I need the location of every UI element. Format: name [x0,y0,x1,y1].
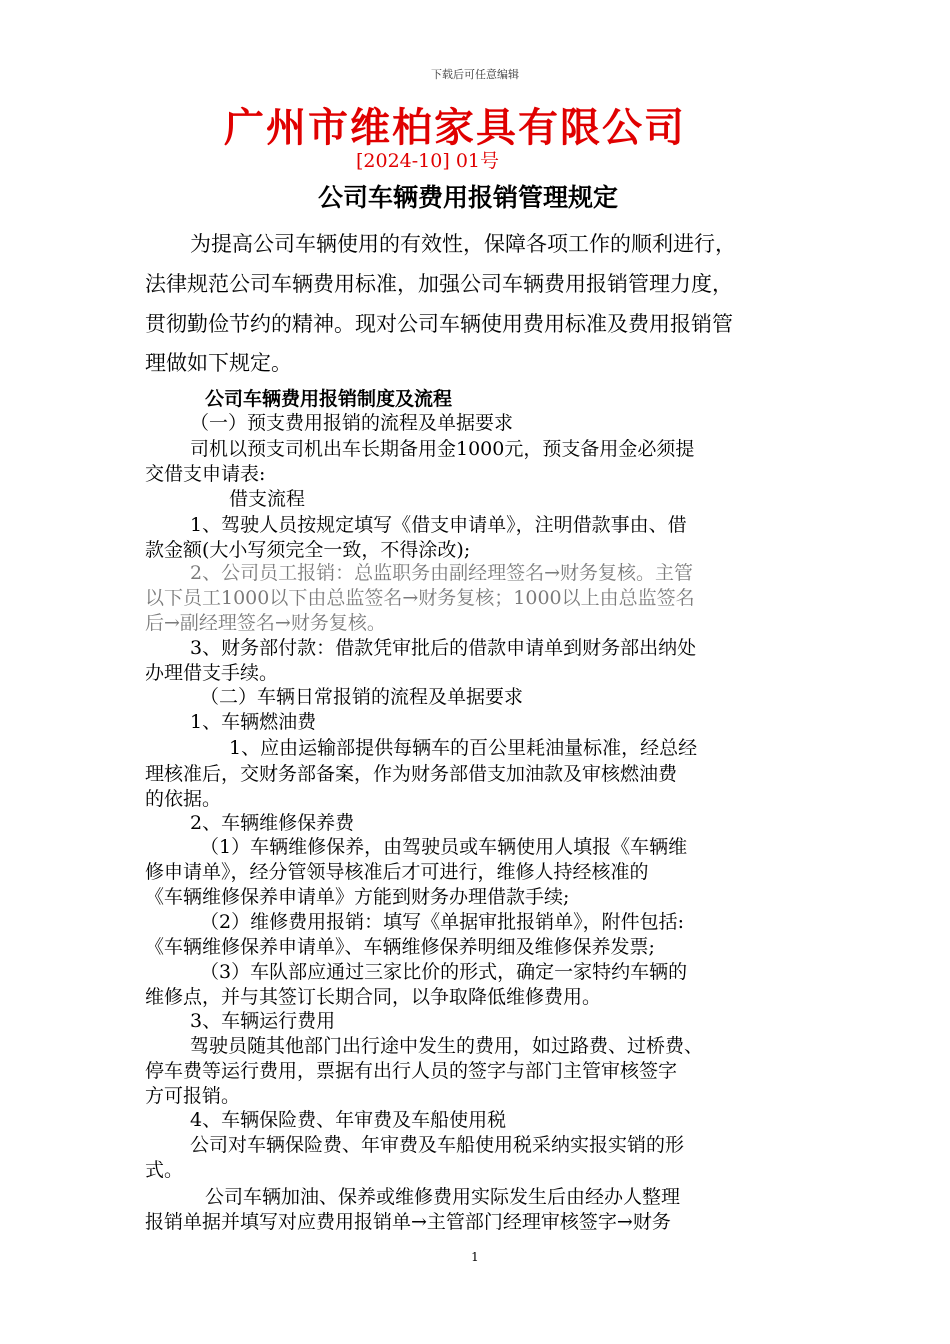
body-line: 公司对车辆保险费、年审费及车船使用税采纳实报实销的形 [190,1134,685,1156]
body-line: 交借支申请表: [145,463,266,485]
page-number: 1 [471,1250,479,1264]
body-line: 办理借支手续。 [145,662,279,684]
body-line: （1）车辆维修保养，由驾驶员或车辆使用人填报《车辆维 [200,836,688,858]
body-line: 停车费等运行费用，票据有出行人员的签字与部门主管审核签字 [145,1060,678,1082]
company-name: 广州市维柏家具有限公司 [224,105,686,151]
body-line: 修申请单》，经分管领导核准后才可进行，维修人持经核准的 [145,861,649,883]
intro-line: 理做如下规定。 [145,351,292,375]
body-line: 《车辆维修保养申请单》方能到财务办理借款手续; [145,886,570,908]
section-heading: 公司车辆费用报销制度及流程 [205,388,453,410]
body-line: 维修点，并与其签订长期合同，以争取降低维修费用。 [145,986,602,1008]
body-line: 借支流程 [229,488,306,510]
closing-line: 公司车辆加油、保养或维修费用实际发生后由经办人整理 [205,1186,681,1208]
body-line: 后→副经理签名→财务复核。 [145,612,386,634]
body-line: 款金额(大小写须完全一致，不得涂改); [145,539,471,561]
document-number: [2024-10] 01号 [356,150,499,172]
body-line: 司机以预支司机出车长期备用金1000元，预支备用金必须提 [190,438,695,460]
body-line: 式。 [145,1159,184,1181]
body-line: 《车辆维修保养申请单》、车辆维修保养明细及维修保养发票; [145,936,655,958]
body-line: 2、车辆维修保养费 [190,812,355,834]
intro-line: 为提高公司车辆使用的有效性，保障各项工作的顺利进行， [190,232,736,256]
body-line: 理核准后，交财务部备案，作为财务部借支加油款及审核燃油费 [145,763,678,785]
body-line: 4、车辆保险费、年审费及车船使用税 [190,1109,507,1131]
body-line: 方可报销。 [145,1085,241,1107]
body-line: （2）维修费用报销：填写《单据审批报销单》，附件包括: [200,911,684,933]
body-line: （二）车辆日常报销的流程及单据要求 [200,686,524,708]
intro-line: 法律规范公司车辆费用标准，加强公司车辆费用报销管理力度， [145,272,733,296]
body-line: （3）车队部应通过三家比价的形式，确定一家特约车辆的 [200,961,688,983]
body-line: 3、车辆运行费用 [190,1010,336,1032]
body-line: 3、财务部付款：借款凭审批后的借款申请单到财务部出纳处 [190,637,697,659]
closing-line: 报销单据并填写对应费用报销单→主管部门经理审核签字→财务 [145,1211,671,1233]
body-line: 以下员工1000以下由总监签名→财务复核；1000以上由总监签名 [145,587,695,609]
body-line: 的依据。 [145,788,222,810]
body-line: 1、驾驶人员按规定填写《借支申请单》，注明借款事由、借 [190,514,687,536]
body-line: 1、车辆燃油费 [190,711,317,733]
body-line: 1、应由运输部提供每辆车的百公里耗油量标准，经总经 [229,737,698,759]
document-title: 公司车辆费用报销管理规定 [318,183,619,212]
intro-line: 贯彻勤俭节约的精神。现对公司车辆使用费用标准及费用报销管 [145,312,733,336]
header-note: 下载后可任意编辑 [431,68,519,81]
body-line: （一）预支费用报销的流程及单据要求 [190,412,514,434]
body-line: 驾驶员随其他部门出行途中发生的费用，如过路费、过桥费、 [190,1035,704,1057]
body-line: 2、公司员工报销：总监职务由副经理签名→财务复核。主管 [190,562,694,584]
